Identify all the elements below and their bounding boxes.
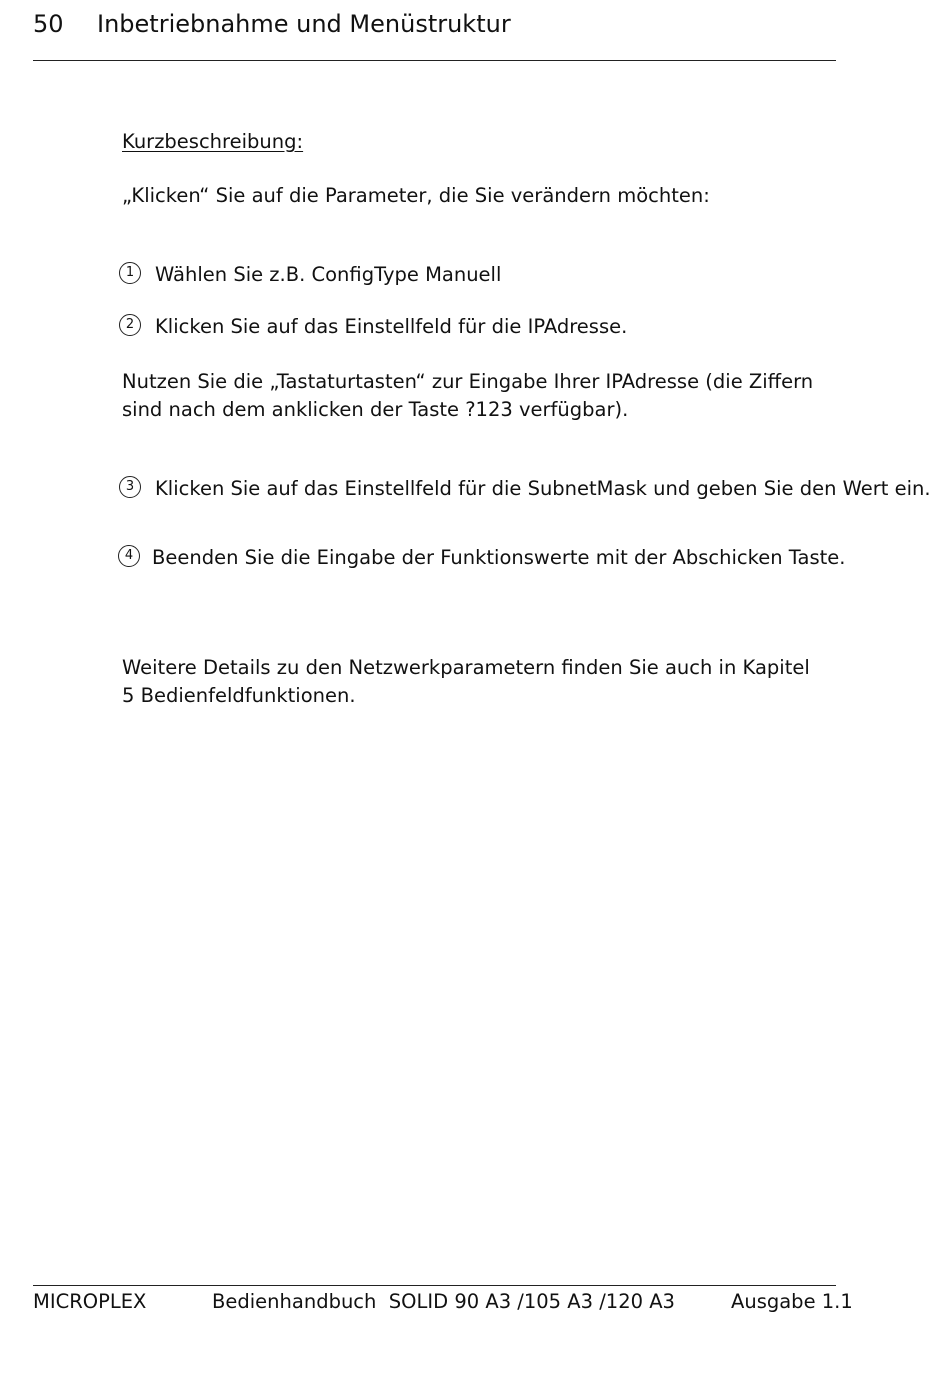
header-divider [33,60,836,61]
details-reference: Weitere Details zu den Netzwerkparametern finden Sie auch in Kapitel 5 Bedienfeldfunktionen. [122,656,810,707]
footer-edition: Ausgabe 1.1 [731,1290,853,1313]
step-1-number-icon: 1 [119,262,141,284]
intro-text: „Klicken“ Sie auf die Parameter, die Sie verändern möchten: [122,184,710,207]
section-heading: Kurzbeschreibung: [122,130,304,153]
page-number: 50 [33,10,64,38]
chapter-title: Inbetriebnahme und Menüstruktur [97,10,511,38]
step-4-number-icon: 4 [118,545,140,567]
footer-manual-title: Bedienhandbuch SOLID 90 A3 /105 A3 /120 A3 [212,1290,675,1313]
footer-brand: MICROPLEX [33,1290,147,1313]
step-2-number-icon: 2 [119,314,141,336]
step-1-text: Wählen Sie z.B. ConfigType Manuell [155,263,502,286]
step-3-text: Klicken Sie auf das Einstellfeld für die SubnetMask und geben Sie den Wert ein. [155,477,931,500]
step-4-text: Beenden Sie die Eingabe der Funktionswerte mit der Abschicken Taste. [152,546,846,569]
footer-divider [33,1285,836,1286]
keyboard-note: Nutzen Sie die „Tastaturtasten“ zur Eingabe Ihrer IPAdresse (die Ziffern sind nach dem anklicken der Taste ?123 verfügbar). [122,370,814,421]
step-3-number-icon: 3 [119,476,141,498]
step-2-text: Klicken Sie auf das Einstellfeld für die IPAdresse. [155,315,628,338]
